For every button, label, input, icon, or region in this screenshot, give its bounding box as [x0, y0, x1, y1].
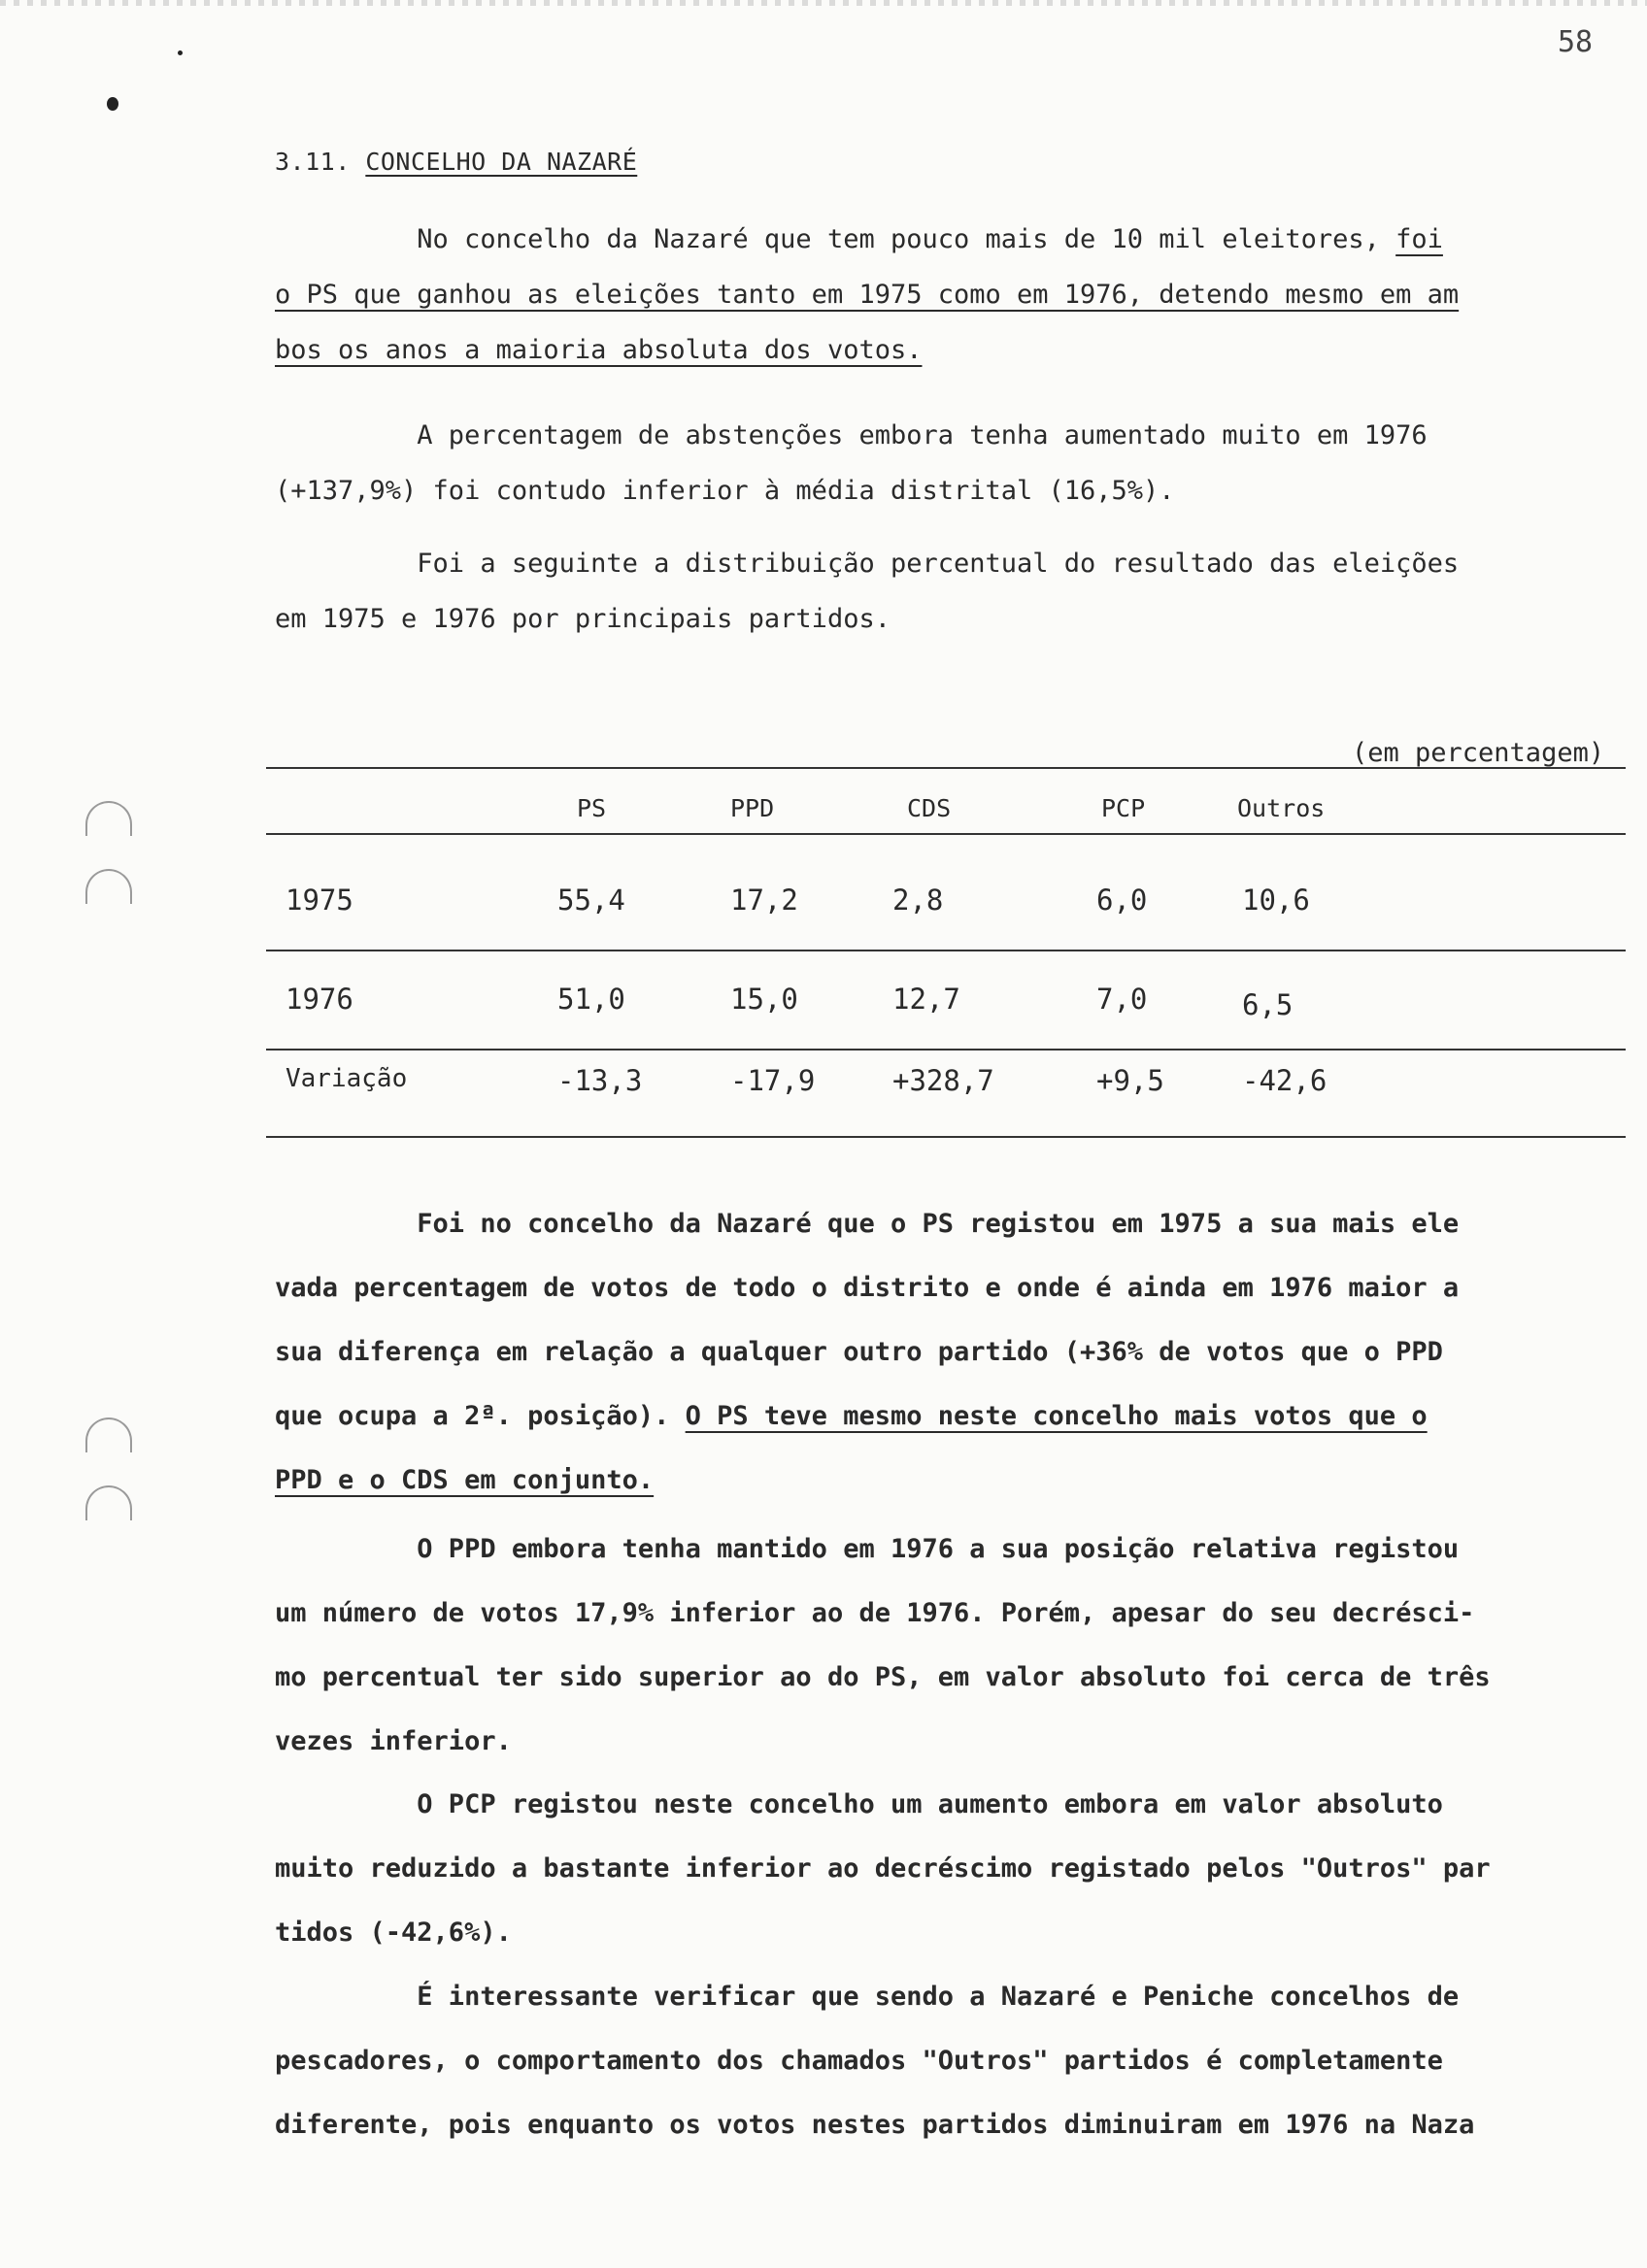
- underlined-text-segment: PPD e o CDS em conjunto.: [275, 1465, 655, 1495]
- text-line: [275, 1837, 1634, 1901]
- paragraph: [275, 536, 1634, 647]
- table-cell: 15,0: [730, 983, 798, 1016]
- section-heading: [275, 148, 637, 176]
- paragraph: [275, 1518, 1634, 1774]
- scan-dot: [178, 50, 183, 55]
- text-segment: tidos (-42,6%).: [275, 1918, 512, 1948]
- text-line: [275, 322, 1634, 378]
- text-segment: Foi a seguinte a distribuição percentual do resultado das eleições: [275, 549, 1460, 579]
- text-line: [275, 2029, 1634, 2093]
- section-number: 3.11.: [275, 148, 351, 176]
- table-cell: +9,5: [1096, 1064, 1164, 1097]
- punch-hole-mark: [85, 1418, 132, 1452]
- table-cell: 55,4: [557, 884, 625, 917]
- table-cell: 6,5: [1242, 988, 1294, 1021]
- table-header-cell: CDS: [907, 794, 952, 822]
- text-segment: vezes inferior.: [275, 1726, 512, 1756]
- table-header-cell: PS: [577, 794, 607, 822]
- text-line: [275, 1710, 1634, 1774]
- text-segment: pescadores, o comportamento dos chamados "Outros" partidos é completamente: [275, 2046, 1443, 2076]
- text-line: [275, 1192, 1634, 1256]
- text-line: [275, 1965, 1634, 2029]
- punch-hole-mark: [85, 801, 132, 836]
- section-title: CONCELHO DA NAZARÉ: [365, 148, 638, 176]
- table-cell: +328,7: [892, 1064, 994, 1097]
- table-row-label: Variação: [286, 1064, 408, 1093]
- text-segment: um número de votos 17,9% inferior ao de 1976. Porém, apesar do seu decrésci-: [275, 1598, 1475, 1628]
- paragraph: [275, 408, 1634, 518]
- text-segment: que ocupa a 2ª. posição).: [275, 1401, 686, 1431]
- text-line: [275, 212, 1634, 267]
- text-line: [275, 1256, 1634, 1320]
- paragraph: [275, 212, 1634, 378]
- table-row-label: 1976: [286, 983, 353, 1016]
- table-header-cell: PCP: [1101, 794, 1146, 822]
- table-rule: [266, 767, 1626, 769]
- table-cell: -42,6: [1242, 1064, 1328, 1097]
- text-line: [275, 1449, 1634, 1513]
- text-segment: diferente, pois enquanto os votos nestes partidos diminuiram em 1976 na Naza: [275, 2110, 1475, 2140]
- scan-dot: [107, 97, 118, 111]
- table-rule: [266, 1049, 1626, 1051]
- text-segment: A percentagem de abstenções embora tenha aumentado muito em 1976: [275, 420, 1428, 450]
- text-segment: (+137,9%) foi contudo inferior à média distrital (16,5%).: [275, 476, 1175, 506]
- table-rule: [266, 833, 1626, 835]
- text-line: [275, 1518, 1634, 1582]
- punch-hole-mark: [85, 869, 132, 904]
- text-segment: mo percentual ter sido superior ao do PS, em valor absoluto foi cerca de três: [275, 1662, 1491, 1692]
- table-cell: 2,8: [892, 884, 944, 917]
- text-segment: muito reduzido a bastante inferior ao decréscimo registado pelos "Outros" par: [275, 1853, 1491, 1884]
- text-line: [275, 1646, 1634, 1710]
- table-cell: -13,3: [557, 1064, 643, 1097]
- text-segment: sua diferença em relação a qualquer outro partido (+36% de votos que o PPD: [275, 1337, 1443, 1367]
- paragraph: [275, 1192, 1634, 1513]
- underlined-text-segment: o PS que ganhou as eleições tanto em 1975 como em 1976, detendo mesmo em am: [275, 280, 1460, 310]
- table-cell: 10,6: [1242, 884, 1310, 917]
- punch-hole-mark: [85, 1485, 132, 1520]
- table-cell: 17,2: [730, 884, 798, 917]
- page-number: 58: [1558, 25, 1594, 59]
- text-segment: Foi no concelho da Nazaré que o PS registou em 1975 a sua mais ele: [275, 1209, 1460, 1239]
- text-segment: No concelho da Nazaré que tem pouco mais de 10 mil eleitores,: [275, 224, 1396, 254]
- table-rule: [266, 950, 1626, 951]
- text-line: [275, 1582, 1634, 1646]
- underlined-text-segment: O PS teve mesmo neste concelho mais votos que o: [685, 1401, 1428, 1431]
- text-line: [275, 1384, 1634, 1449]
- text-line: [275, 463, 1634, 518]
- text-segment: O PPD embora tenha mantido em 1976 a sua posição relativa registou: [275, 1534, 1460, 1564]
- table-header-cell: Outros: [1237, 794, 1326, 822]
- text-line: [275, 536, 1634, 591]
- table-cell: 12,7: [892, 983, 960, 1016]
- text-line: [275, 1320, 1634, 1384]
- table-row-label: 1975: [286, 884, 353, 917]
- underlined-text-segment: foi: [1395, 224, 1443, 254]
- text-line: [275, 1773, 1634, 1837]
- text-line: [275, 2093, 1634, 2157]
- text-segment: É interessante verificar que sendo a Nazaré e Peniche concelhos de: [275, 1982, 1460, 2012]
- table-cell: 7,0: [1096, 983, 1148, 1016]
- table-header-cell: PPD: [730, 794, 775, 822]
- paragraph: [275, 1965, 1634, 2157]
- text-line: [275, 408, 1634, 463]
- underlined-text-segment: bos os anos a maioria absoluta dos votos.: [275, 335, 923, 365]
- table-rule: [266, 1136, 1626, 1138]
- text-segment: O PCP registou neste concelho um aumento embora em valor absoluto: [275, 1789, 1443, 1819]
- text-segment: vada percentagem de votos de todo o distrito e onde é ainda em 1976 maior a: [275, 1273, 1460, 1303]
- table-cell: -17,9: [730, 1064, 816, 1097]
- text-line: [275, 591, 1634, 647]
- table-cell: 51,0: [557, 983, 625, 1016]
- text-line: [275, 1901, 1634, 1965]
- text-line: [275, 267, 1634, 322]
- text-segment: em 1975 e 1976 por principais partidos.: [275, 604, 891, 634]
- paragraph: [275, 1773, 1634, 1965]
- scan-top-edge: [0, 0, 1647, 6]
- table-cell: 6,0: [1096, 884, 1148, 917]
- table-unit-note: (em percentagem): [1352, 738, 1605, 768]
